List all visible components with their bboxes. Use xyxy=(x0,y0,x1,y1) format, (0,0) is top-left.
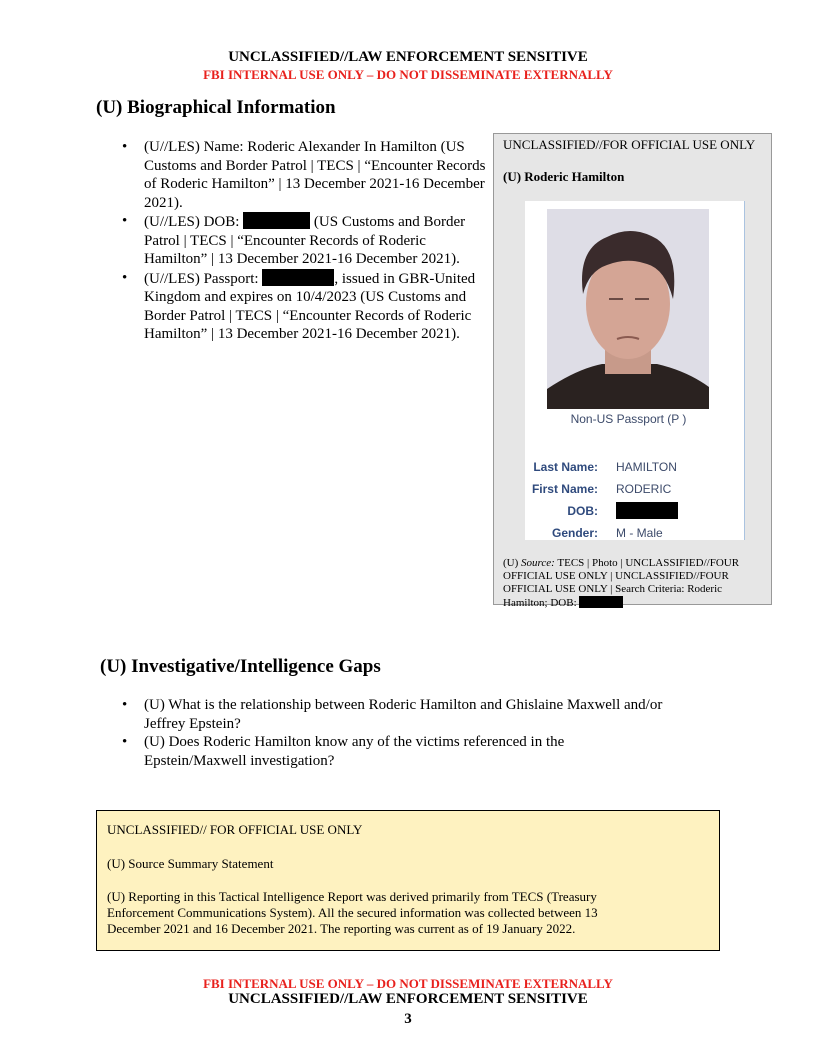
card-source-note: (U) Source: TECS | Photo | UNCLASSIFIED//FOUR OFFICIAL USE ONLY | UNCLASSIFIED//FOUR OFFICIAL USE ONLY | Search Criteria: Roderic Hamilton; DOB: xyxy=(503,557,740,609)
redaction xyxy=(579,596,623,608)
redaction xyxy=(262,269,334,286)
bio-name-item: • (U//LES) Name: Roderic Alexander In Hamilton (US Customs and Border Patrol | TECS | “Encounter Records of Roderic Hamilton” | 13 December 2021-16 December 2021). xyxy=(144,138,490,212)
gap-item: • (U) What is the relationship between Roderic Hamilton and Ghislaine Maxwell and/or Jeffrey Epstein? xyxy=(144,696,664,733)
bio-passport-item: • (U//LES) Passport: , issued in GBR-United Kingdom and expires on 10/4/2023 (US Customs and Border Patrol | TECS | “Encounter Records of Roderic Hamilton” | 13 December 2021-16 December 2021). xyxy=(144,269,490,344)
summary-classification: UNCLASSIFIED// FOR OFFICIAL USE ONLY xyxy=(107,822,363,837)
card-classification: UNCLASSIFIED//FOR OFFICIAL USE ONLY xyxy=(503,137,756,152)
field-last-name: Last Name: HAMILTON xyxy=(533,460,677,474)
subject-photo xyxy=(547,209,709,409)
gaps-list xyxy=(144,696,664,770)
field-first-name: First Name: RODERIC xyxy=(531,482,672,496)
header-dissemination: FBI INTERNAL USE ONLY – DO NOT DISSEMINATE EXTERNALLY xyxy=(203,67,613,82)
card-title: (U) Roderic Hamilton xyxy=(503,169,625,184)
bio-list xyxy=(144,138,490,344)
footer-classification: UNCLASSIFIED//LAW ENFORCEMENT SENSITIVE xyxy=(228,991,588,1007)
footer-dissemination: FBI INTERNAL USE ONLY – DO NOT DISSEMINATE EXTERNALLY xyxy=(203,976,613,991)
redaction xyxy=(243,212,310,229)
summary-title: (U) Source Summary Statement xyxy=(107,856,274,871)
bio-dob-item: • (U//LES) DOB: (US Customs and Border Patrol | TECS | “Encounter Records of Roderic Hamilton” | 13 December 2021-16 December 2021). xyxy=(144,212,490,269)
field-gender: Gender: M - Male xyxy=(551,526,663,540)
page-number: 3 xyxy=(404,1011,412,1027)
gaps-heading: (U) Investigative/Intelligence Gaps xyxy=(100,656,381,677)
tecs-record xyxy=(525,201,745,540)
photo-caption: Non-US Passport (P ) xyxy=(570,412,687,426)
subject-photo-card xyxy=(493,133,772,609)
bio-heading: (U) Biographical Information xyxy=(96,97,336,118)
field-dob: DOB: xyxy=(525,504,744,522)
gap-item: • (U) Does Roderic Hamilton know any of the victims referenced in the Epstein/Maxwell investigation? xyxy=(144,733,664,770)
summary-body: (U) Reporting in this Tactical Intelligence Report was derived primarily from TECS (Treasury Enforcement Communications System). All the secured information was collected between 13 December 2021 and 16 December 2021. The reporting was current as of 19 January 2022. xyxy=(107,889,598,936)
source-summary-box xyxy=(96,810,720,951)
redaction xyxy=(616,502,678,519)
header-classification: UNCLASSIFIED//LAW ENFORCEMENT SENSITIVE xyxy=(228,49,588,65)
